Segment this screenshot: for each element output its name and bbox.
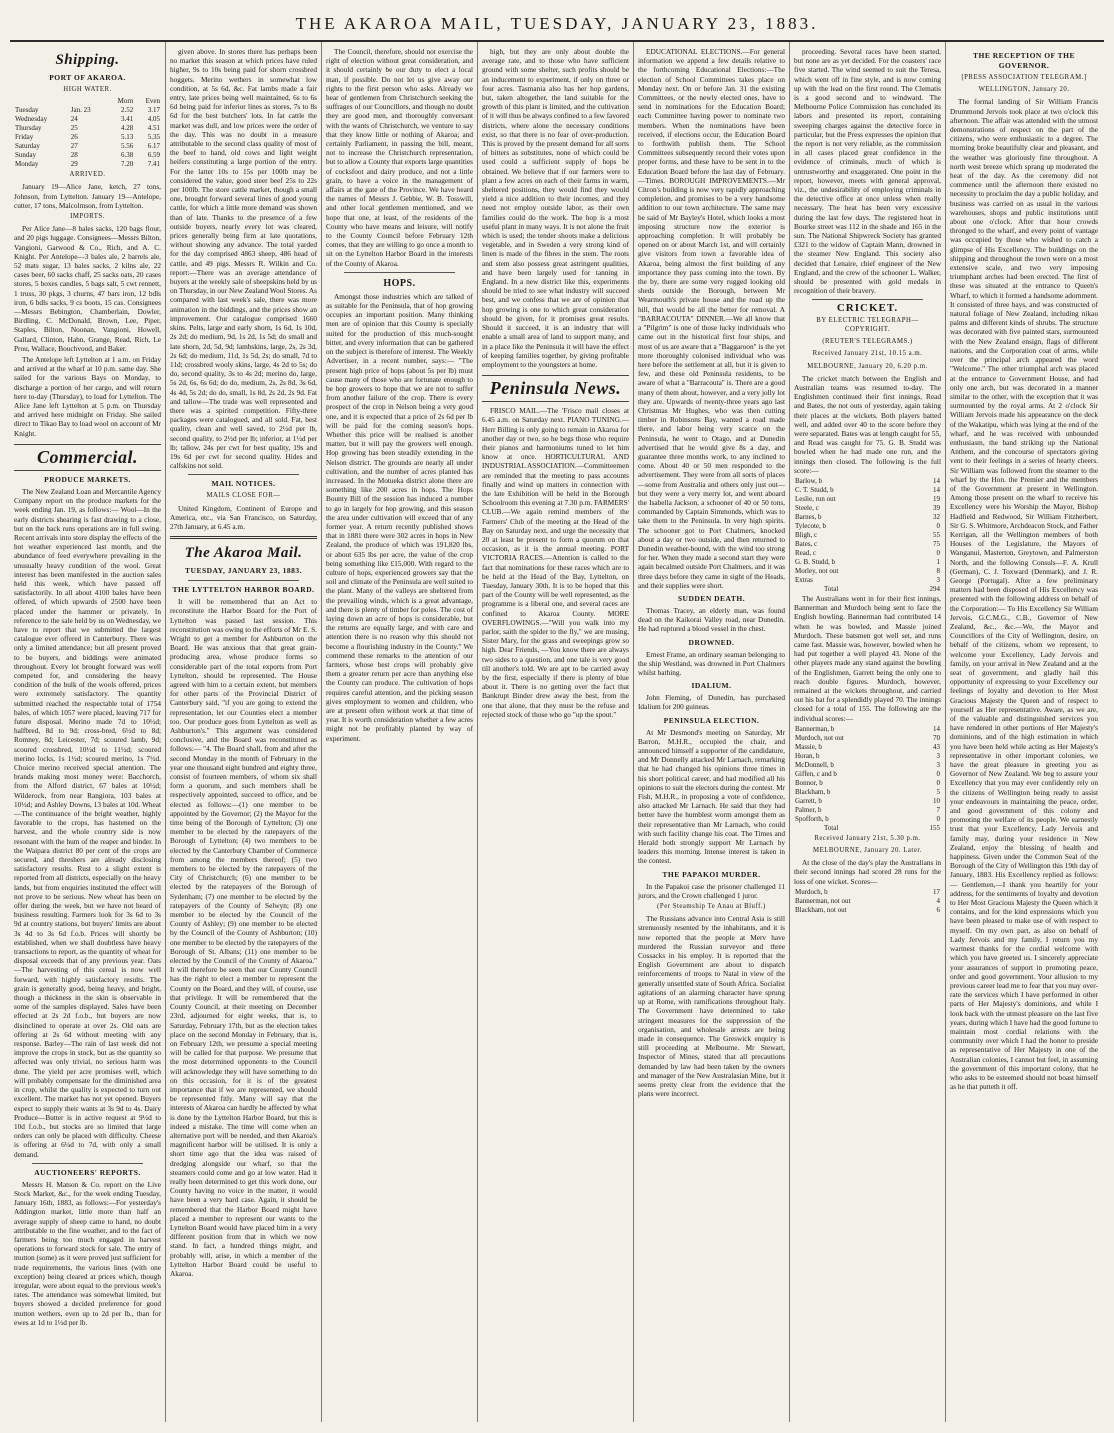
column-3-text: The Council, therefore, should not exercise the right of election without great consideration, and it should certainly be our duty to elect a local man, if possible. Do not let us give away our rights to the first person who asks. Already we hear of gentlemen from Christchurch seeking the suffrages of our Councillors, and though no doubt they are good men, and thoroughly conversant with the wants of Christchurch, we venture to say that they know little or nothing of Akaroa; and certainly Parliament, in passing the bill, meant, not to increase the Christchurch representation, but to allow a County that exports large quantities of cocksfoot and dairy produce, and not a little grain, to have a voice in the management of affairs at the gate of the Province. We have heard the names of Messrs J. Gebbie, W. B. Tosswill, and other local gentlemen mentioned, and we hope that one, at least, of the residents of the County who have means and leisure, will notify to the County Council before February 12th comes, that they are willing to go once a month to sit on the Lyttelton Harbor Board in the interests of the County of Akaroa. [326,47,473,268]
divider [812,299,923,300]
drowned-heading: DROWNED. [688,637,735,647]
reception-dateline: WELLINGTON, January 20. [978,86,1070,94]
masthead [10,6,1104,42]
score-row [794,477,941,486]
batsman: Bonnor, b [795,778,823,787]
runs: 0 [936,769,940,778]
column-6 [790,42,946,1422]
mail-subheading: MAILS CLOSE FOR— [206,492,281,500]
score-row [794,540,941,549]
score-total [794,824,941,833]
column-2 [166,42,322,1422]
tide-day: Wednesday [15,115,48,124]
divider [170,536,317,539]
runs: 39 [933,503,940,512]
score-row [794,558,941,567]
batsman: Read, c [795,548,816,557]
tide-date: 26 [70,133,78,142]
tide-row [14,142,161,151]
batsman: Blackham, b [795,787,831,796]
paper-name: The Akaroa Mail. [184,545,303,562]
score-row [794,906,941,915]
batsman: Giffen, c and b [795,769,837,778]
sudden-death-text: Thomas Tracey, an elderly man, was found dead on the Kaikorai Valley road, near Dunedin. He had ruptured a blood vessel in the chest. [638,605,785,634]
column-5-text: EDUCATIONAL ELECTIONS.—For general information we append a few details relative to the forthcoming Educational Elections:—The election of School Committees takes place on Monday next. On or before Jan. 31 the existing Committees, or the newly elected ones, have to send in nominations for the Education Board; each Committee having power to nominate two members. When the nominations have been received, if elections occur, the Education Board to forthwith publish them. The School Committees subsequently record their votes upon proper forms, and these have to be sent in to the Education Board before the last day of February.—Times. BOROUGH IMPROVEMENTS.—Mr Citron's building is now very rapidly approaching completion, and promises to be a very handsome addition to our town architecture. The same may be said of Mr Bayley's Hotel, which looks a most imposing structure now the exterior is approaching completion. It will probably be opened on or about March 1st, and will certainly give visitors from town a favorable idea of Akaroa, being almost the first building of any importance they pass coming into the town. By the by, there are some very rugged looking old sheds outside the Borough, between Mr Wearmouth's private house and the road up the hill, that would be all the better for removal. A "BARRACOUTA" DINNER.—We all know that a "Pilgrim" is one of those lucky individuals who came out in the historical first four ships, and most of us are aware that a "Baggaroon" is the yet more thoroughly colonised individual who was here before the settlement at all, but it is given to few, and these old Peninsula residents, to be aware of what a "Barracouta" is. There are a good many of them about, however, and a very jolly lot they are. Upwards of twenty-three years ago last Christmas Mr Hughes, who was then cutting timber in Robinsons Bay, wanted a road made there, and labor being very scarce on the Peninsula, he went to Otago, and at Dunedin advertised that he would give 8s a day, and guarantee three months work, to any inclined to come. About 40 or 50 men responded to the advertisement. They were from all sorts of places—some from Australia and others only just out—but they were a very merry lot, and went aboard the Isabella Jackson, a schooner of 40 or 50 tons, commanded by Captain Simmonds, which was to take them to the Peninsula. In very high spirits. The schooner got to Port Chalmers, knocked about a day or two outside, and then returned to Dunedin weather-bound, with the wind too strong for her. When they made a second start they were again becalmed outside Port Chalmers, and it was three days before they came in sight of the Heads, and their supplies were short. [638,47,785,590]
score-row [794,734,941,743]
score-row [794,779,941,788]
tide-even: 3.17 [147,106,160,115]
tide-header [14,97,161,106]
tide-even: 6.17 [147,142,160,151]
produce-text: The New Zealand Loan and Mercantile Agency Company report on the produce markets for the week ending Jan. 19, as follows:— Wool—In the early districts shearing is fast drawing to a close, but on the back runs operations are in full swing. Recent arrivals into store display the effects of the hot weather experienced last month, and the abundance of feed everywhere prevailing in the unusually heavy condition of the wool. Great interest has been manifested in the auction sales held this week, which have passed off satisfactorily. In all about 4100 bales have been offered, of which upwards of 2500 have been placed under the hammer or privately. In reference to the sale held by us on Wednesday, we have to report that we submitted the largest catalogue ever offered in Canterbury. There was only a limited attendance; but all present proved to be buyers, and biddings were animated throughout. Every lot brought forward was well competed for, and considering the heavy condition of the bulk of the wools offered, prices were extremely satisfactory. The quantity submitted reached the respectable total of 1754 bales, of which 1057 were placed, leaving 717 for future disposal. Merino made 7d to 10½d; halfbred, 8d to 9d; cross-bred, 6½d to 8d; Romney, 8d; Leicester, 7d; scoured lamb, 9d; scoured crossbred, 10½d to 11½d; scoured merino locks, 1s 1½d; scoured merino, 1s 7½d. Choice merino received special attention. The brands making most money were: Bacchorch, from the Alford district, 67 bales at 10½d; Wilderock, from near Rangiora, 103 bales at 10½d; and Ashley Downs, 13 bales at 10d. Wheat—The continuance of the bright weather, highly favorable to the crops, has hastened on the harvest, and the whole country side is now resonant with the hum of the reaper and binder. In the Waipara district 80 per cent of the crops are secured, and threshers are already disclosing satisfactory results. Rust to a slight extent is reported from all districts, especially on the heavy lands, but from enquiries instituted the effect will not prove to be serious. New wheat has been on offer during the week, but we have not heard of business resulting. Farmers look for 3s 6d to 3s 9d at country stations, but buyers' limits are about 3s 4d to 3s 6d f.o.b. Prices will shortly be established, when we shall doubtless have heavy transactions to report, as the quantity of wheat for disposal exceeds that of any previous year. Oats—The harvesting of this cereal is now well forward, with highly satisfactory results. The grain is generally good, being heavy, and bright, though a thickness in the skin is observable in some of the samples displayed. Sales have been effected at 2s 2d f.o.b., but buyers are now disinclined to operate at over 2s. Old oats are offering at 2s 6d without meeting with any response. Barley—The rain of last week did not improve the crops in stock, but as the quantity so affected was only trivial, no serious harm was done. The yield per acre promises well, which will probably compensate for the diminished area in crop, whilst the quality is expected to turn out excellent. The market has not yet opened. Buyers expect to supply their wants at 3s 9d to 4s. Dairy Produce—Butter is in active request at 9½d to 10d f.o.b., but stocks are so limited that large orders can only be placed with difficulty. Cheese is offering at 6¼d to 7d, with only a small demand. [14,486,161,1159]
port-heading: PORT OF AKAROA. [49,73,126,82]
runs: 0 [936,521,940,530]
batsman: Morley, not out [795,566,839,575]
shipping-heading: Shipping. [55,52,120,68]
cricket-text: The cricket match between the English and Australian teams was resumed to-day. The Englishmen continued their first innings, Read and Bates, the not outs of yesterday, again taking their places at the wickets. Both players batted well, and added over 40 to the score before they were separated. Bates was at length caught for 55, and Read was caught for 75. G. B. Studd was bowled when he had made one run, and the innings then closed. The following is the full score:— [794,373,941,475]
tide-date: 25 [70,124,78,133]
cricket-received-2: Received January 21st, 5.30 p.m. [814,834,921,842]
batsman: Bannerman, not out [795,896,851,905]
columns [10,42,1104,1422]
batsman: Leslie, run out [795,494,836,503]
tide-even: 6.59 [147,151,160,160]
divider [188,474,299,475]
idalium-heading: IDALIUM. [691,681,732,691]
cricket-source: (REUTER'S TELEGRAMS.) [822,338,913,346]
divider [32,1163,143,1164]
runs: 3 [936,575,940,584]
runs: 14 [933,724,940,733]
runs: 75 [933,539,940,548]
runs: 70 [933,733,940,742]
tide-morn: 4.28 [120,124,134,133]
auction-heading: AUCTIONEERS' REPORTS. [34,1167,141,1177]
masthead-title: THE AKAROA MAIL, TUESDAY, JANUARY 23, 1883. [295,14,819,33]
runs: 14 [933,476,940,485]
tide-head-cell: Morn [117,97,134,106]
runs: 14 [933,485,940,494]
tide-date: Jan. 23 [70,106,91,115]
score-row [794,761,941,770]
score-row [794,531,941,540]
hops-text: Amongst those industries which are talked of as suitable for the Peninsula, that of hop growing occupies an important position. Many thinking men are of opinion that this County is specially suited for the production of this much-sought bitter, and every information that can be gathered on the subject is therefore of interest. The Weekly Advertiser, in a recent number, says:— "The present high price of hops (about 5s per lb) must cause many of those who are fortunate enough to be hop growers to hope that we are not to suffer from another failure of the crop. There is every prospect of the crop in Nelson being a very good one, and it is expected that a price of 2s 6d per lb will be paid for the coming season's hops. Whether this price will be realised is another matter, but it will pay the growers well enough. Hop growing has been steadily extending in the Nelson district. The grounds are nearly all under cultivation, and the number of acres planted has increased. In the Motueka district alone there are something like 200 acres in hops. The Hops Bounty Bill of the session has induced a number to go in largely for hop growing, and this season the area under cultivation will exceed that of any former year. A return recently published shows that in 1881 there were 302 acres in hops in New Zealand, the produce of which was 191,820 lbs, or about 635 lbs per acre, the value of the crop being something like £15,000. With regard to the culture of hops, experienced growers say that the soil and climate of the Peninsula are well suited to the plant. Many of the valleys are sheltered from the prevailing winds, which is a great advantage, and there is plenty of timber for poles. The cost of laying down an acre of hops is considerable, but the returns are equally large, and with care and attention there is no reason why this should not become a flourishing industry in the County." We commend these remarks to the attention of our farmers, whose best crops will probably give them a greater return per acre than anything else the County can produce. The cultivation of hops requires careful attention, and the picking season gives employment to women and children, who are at present often without work at that time of year. It is worth consideration whether a few acres might not be profitably planted by way of experiment. [326,291,473,743]
tide-row [14,115,161,124]
score-row [794,752,941,761]
runs: 17 [933,887,940,896]
batsman: Bligh, c [795,530,818,539]
tide-morn: 7.20 [120,160,134,169]
batsman: Spofforth, b [795,814,829,823]
score-row [794,743,941,752]
tide-row [14,124,161,133]
batsman: Massie, b [795,742,822,751]
tide-morn: 2.52 [120,106,134,115]
arrived-text: January 19—Alice Jane, ketch, 27 tons, Johnson, from Lyttelton. January 19—Antelope, cutter, 17 tons, Malcolmson, from Lyttelton. [14,182,161,210]
tide-date: 29 [70,160,78,169]
cricket-text-2: The Australians went in for their first innings, Bannerman and Murdoch being sent to face the English bowling. Bannerman had contributed 14 when he was bowled, and Massie joined Murdoch. These batsmen got well set, and runs came fast. Massie was, however, bowled when he had put together a well played 43. None of the other players made any stand against the bowling of the Englishmen, Garrett being the only one to reach double figures. Murdoch, however, remained at the wickets throughout, and carried out his bat for a splendidly played 70. The innings closed for a total of 155. The following are the individual scores:— [794,593,941,723]
peninsula-election-heading: PENINSULA ELECTION. [663,715,760,725]
batsman: Bannerman, b [795,724,835,733]
cricket-received: Received January 21st, 10.15 a.m. [812,350,923,358]
column-6-text: proceeding. Several races have been started, but none are as yet decided. For the coasters' race five started. The wind seemed to suit the Teresa, which went off in fine style, and is now coming up with the lead on the first round. The Clematis is a good second and to windward. The Melbourne Police Commission has concluded its labors and presented its report, containing sweeping charges against the detective force in particular, but the Press expresses the opinion that the report is not very reliable, as the commission in all cases placed great confidence in the evidence of criminals, much of which is untrustworthy and exaggerated. One point in the report, however, meets with general approval, viz., the undesirability of employing criminals in the detective office at once unless when really necessary. The heat has been very excessive during the last few days. The registered heat in Bourke street was 112 in the shade and 165 in the sun. The National Shipwreck Society has granted £321 to the widow of Captain Mann, drowned in the steamer New England. This society also decided that Lenaire, chief engineer of the New England, and the crew of the schooner L. Walker, should be presented with gold medals in recognition of their bravery. [794,47,941,296]
score-row [794,513,941,522]
runs: 7 [936,805,940,814]
score-row [794,576,941,585]
batsman: Barlow, b [795,476,823,485]
runs: 19 [933,494,940,503]
tide-table [14,97,161,169]
tide-row [14,133,161,142]
tide-row [14,106,161,115]
peninsula-news-heading: Peninsula News. [482,375,629,402]
papakoi-text: In the Papakoi case the prisoner challenged 11 jurors, and the Crown challenged 1 juror. [638,881,785,900]
tide-date: 27 [70,142,78,151]
column-4 [478,42,634,1422]
tide-head-cell [14,97,70,106]
tide-morn: 5.56 [120,142,134,151]
divider [344,272,455,273]
batsman: Murdoch, b [795,887,828,896]
runs: 0 [936,778,940,787]
international-text: The Russians advance into Central Asia is still strenuously resented by the inhabitants, and it is now reported that the people at Merv have murdered the Russian surveyor and three Cossacks in his employ. It is reported that the English Government are about to dispatch reinforcements of troops to Natal in view of the generally unsettled state of South Africa. Socialist agitations of an alarming character have sprung up at Rome, with ramifications throughout Italy. The Government have determined to take stringent measures for the suppression of the organisation, and wholesale arrests are being made in consequence. The Greswick enquiry is still proceeding at Melbourne. Mr Stewart, Inspector of Mines, stated that all precautions demanded by law had been taken by the owners and manager of the New Australasian Mine, but it seems pretty clear from the evidence that the plans were incorrect. [638,914,785,1099]
tide-morn: 5.13 [120,133,134,142]
reception-heading: THE RECEPTION OF THE GOVERNOR. [973,51,1075,70]
tide-even: 4.05 [147,115,160,124]
column-7 [946,42,1102,1422]
runs: 10 [933,796,940,805]
cricket-byline: BY ELECTRIC TELEGRAPH—COPYRIGHT. [816,316,919,333]
board-text: It will be remembered that an Act to reconstitute the Harbor Board for the Port of Lyttelton was passed last session. This reconstitution was owing to the efforts of Mr E. S. Wright to get a member for Ashburton on the Board. He was anxious that that great grain-producing area, whose produce forms so considerable part of the total exports from Port Lyttelton, should be represented. The House agreed with him to a certain extent, but members for other parts of the Provincial District of Canterbury said, "if you are going to extend the representation, let our Counties elect a member too. Our produce goes from Lyttelton as well as Ashburton's." This argument was considered conclusive, and the Board was reconstituted as follows:— "4. The Board shall, from and after the second Monday in the month of February in the year one thousand eight hundred and eighty three, consist of fourteen members, of whom six shall form a quorum, and such members shall be respectively appointed, succeed to office, and be elected as follows:—(1) one member to be appointed by the Governor; (2) the Mayor for the time being of the Borough of Lyttelton; (3) one member to be elected by the ratepayers of the Borough of Lyttelton; (4) two members to be elected by the Canterbury Chamber of Commerce from among the members thereof; (5) two members to be elected by the ratepayers of the City of Christchurch; (6) one member to be elected by the ratepayers of the Borough of Sydenham; (7) one member to be elected by the ratepayers of the County of Selwyn; (8) one member to be elected by the Council of the County of Ashley; (9) one member to be elected by the Council of the County of Ashburton; (10) one member to be elected by the ratepayers of the Borough of St. Albans; (11) one member to be elected by the Council of the County of Akaroa." It will therefore be seen that our County Council has the right to elect a member to represent the County on the Board, and they will, of course, use that privilege. It will be remembered that the County Council, at their meeting on December 23rd, adjourned for eight weeks, that is, to Saturday, February 17th, but as the election takes place on the second Monday in February, that is, on February 12th, we presume a special meeting will be called for that purpose. We presume that the most determined opponents to the Council will acknowledge they will have something to do on this occasion, for it is of the greatest importance that if we are represented, we should be represented fitly. Many will say that the interests of Akaroa can hardly be affected by what is done by the Lyttelton Harbor Board, but this is indeed a mistake. The time will come when an alternative port will be needed, and then Akaroa's magnificent harbor will be utilised. It is only a short time ago that the idea was raised of dredging alongside our wharf, so that the steamers could come and go at low water. Had it really been determined to get this work done, our County having no voice in the matter, it would have been a very hard case. Again, it should be remembered that the Harbor Board might have placed a member to represent our wants to the Lyttelton Board would have placed him in a very different position from that in which we now stand. In fact, a hundred things might, and probably will, arise, in which a member of the Lyttelton Harbor Board could be useful to Akaroa. [170,597,317,1278]
hops-heading: HOPS. [383,277,416,289]
mail-text: United Kingdom, Continent of Europe and America, etc., via San Francisco, on Saturday, 27th January, at 6.45 a.m. [170,503,317,531]
total-label: Total [824,584,839,593]
cricket-heading: CRICKET. [836,302,899,315]
divider [188,580,299,581]
runs: 0 [936,814,940,823]
score-row [794,495,941,504]
reception-source: [PRESS ASSOCIATION TELEGRAM.] [961,74,1087,81]
batsman: Tylecote, b [795,521,826,530]
score-total [794,585,941,594]
sudden-death-heading: SUDDEN DEATH. [677,593,746,603]
tide-even: 7.41 [147,160,160,169]
peninsula-news-text: FRISCO MAIL.—The 'Frisco mail closes at 6.45 a.m. on Saturday next. PIANO TUNING.—Herr Billing is only going to remain in Akaroa for another day or two, so he begs those who require their pianos and harmoniums tuned to let him know at once. HORTICULTURAL AND INDUSTRIAL ASSOCIATION.—Committeemen are reminded that the meeting to pass accounts finally and wind up matters in connection with the late Exhibition will be held in the Borough Schoolroom this evening at 7.30 p.m. FARMERS' CLUB.—We again remind members of the Farmers' Club of the meeting at the Head of the Bay on Saturday next, and urge the necessity that 20 at least be present to form a quorum on that occasion, as it is the annual meeting. PORT VICTORIA RACES.—Attention is called to the fact that nominations for these races which are to be held at the Head of the Bay, Lyttelton, on Tuesday, January 30th. It is to be hoped that this part of the County will be well represented, as the programme is a liberal one, and several races are confined to Akaroa County. MORE OVERFLOWINGS.—"Will you walk into my parlor, saith the spider to the fly," we are musing, Sister Mary, for the grass and sweepings grow so high. Dear Friends, —You know there are always two sides to a question, and one tale is very good till another's told. We are apt to be carried away by the first, especially if there is plenty of blue about it. There is no getting over the fact that Bankrupt Binder drew away the best, from the one that alone, that they must be the refuse and rejected stock of those who go "up the spout." [482,406,629,719]
issue-date: TUESDAY, JANUARY 23, 1883. [185,566,302,576]
batsman: Garrett, b [795,796,822,805]
tide-date: 24 [70,115,78,124]
commercial-heading: Commercial. [14,444,161,471]
score-table-australia [794,725,941,833]
batsman: McDonnell, b [795,760,834,769]
score-row [794,888,941,897]
batsman: Extras [795,575,813,584]
tide-row [14,151,161,160]
cricket-dateline-2: MELBOURNE, January 20. Later. [813,846,922,854]
score-row [794,770,941,779]
column-4-text: high, but they are only about double the average rate, and to those who have sufficient ground with some shelter, such profits should be an inducement to experiment, if only on three or four acres. Tasmania also has her hop gardens, but, taken altogether, the land suitable for the growth of this plant is limited, and the cultivation of it will thus be always confined to a few favored districts, where alone the necessary conditions exist, so that there is no fear of over-production. This is proved by the present demand for all sorts of bitters as substitutes, none of which could be used could a sufficient supply of hops be obtained. We believe that if our farmers were to plant a few acres on each of their farms in warm, sheltered positions, they would find they would yield a nice addition to their incomes, and they need not employ outside labor, as their own families could do the work. The hop is a most useful plant in many ways. It is not alone the fruit which is used; the tender shoots make a delicious vegetable, and in Sweden a very strong kind of linen is made of the fibres in the stem. The roots and stem also possess great astringent qualities, and have been largely used for tanning in England. In a new district like this, experiments should be tried to see what industry will succeed best, and we confess that we are of opinion that hop growing is one to which great consideration should be given, for it promises great results. Should it succeed, it is an industry that will enable a small area of land to support many, and in a place like the Peninsula it will have the effect of keeping families together, by giving profitable employment to the youngsters at home. [482,47,629,369]
score-row [794,522,941,531]
total-runs: 155 [929,823,940,832]
reception-text: The formal landing of Sir William Francis Drummond Jervois took place at two o'clock this afternoon. The affair was attended with the utmost demonstrations of respect on the part of the citizens, who were enthusiastic to a degree. The morning broke beautifully clear and pleasant, and the weather was gloriously fine throughout. A north west breeze which sprang up moderated the heat of the day. As the ceremony did not commence until the afternoon there existed no necessity to proclaim the day a public holiday, and business was carried on as usual in the various warehouses, shops and public institutions until about one o'clock. After that hour crowds thronged to the wharf, and every point of vantage was occupied by those who wished to catch a glimpse of His Excellency. The buildings on the shipping and throughout the town were on a most extensive scale, and two very imposing triumphant arches had been erected. The first of these was situated at the entrance to Queen's Wharf, to which it formed a handsome adornment. It consisted of three bays, and was constructed of natural foliage of New Zealand, including nikau palms and different kinds of shrubs. The structure was decorated with five painted stars, surmounted with the New Zealand ensign, flags of different nations, and the Corporation coat of arms, while over the principal arch appeared the word "Welcome." The other triumphal arch was placed at the entrance to Government House, and had only one arch, but was decorated in a manner similar to the other, with the exception that it was surmounted by the royal arms. At 2 o'clock Sir William Jervois made his appearance on the deck of the Wakatipu, which was lying at the end of the wharf, and he was received with unbounded enthusiasm, the band striking up the National Anthem, and the concourse of spectators giving vent to their feelings in a series of hearty cheers. Sir William was followed from the steamer to the wharf by the Hon. the Premier and the members of the Government at present in Wellington. Among those present on the wharf to receive his Excellency were his Worship the Mayor, Bishop Hadfield and Redwood, Sir William Fitzherbert, Sir G. S. Whitmore, Archdeacon Stock, and Father Kerrigan, all the Wellington members of both Houses of the Legislature, the Mayors of Wanganui, Masterton, Greytown, and Palmerston North, and the following Consuls—F. A. Krull (German), C. J. Toxward (Denmark), and J. R. George (Portugal). After a few preliminary matters had been disposed of His Excellency was presented with the following address on behalf of the Corporation:— To His Excellency Sir William Jervois, G.C.M.G., C.B., Governor of New Zealand, &c., &c.—We, the Mayor and Councillors of the City of Wellington, desire, on behalf of the citizens, whom we represent, to welcome your Excellency, Lady Jervois and family, on your arrival in New Zealand and at the seat of government, and gladly hail this opportunity of expressing to your Excellency our feelings of loyalty and devotion to Her Most Gracious Majesty the Queen and of respect to yourself as Her representative. Aware, as we are, of the valuable and distinguished services you have rendered in other portions of Her Majesty's dominions, and of the high estimation in which you have been held while acting as Her Majesty's representative in other important colonies, we have the great pleasure in greeting you as Governor of New Zealand. We beg to assure your Excellency that you may ever confidently rely on the citizens of Wellington being ready to assist your endeavours in maintaining the peace, order, and good government of this colony and promoting the welfare of its people. We earnestly trust that your Excellency, Lady Jervois and family may, during your residence in New Zealand, enjoy the blessing of health and happiness. Given under the Common Seal of the Borough of the City of Wellington this 19th day of January, 1883. His Excellency replied as follows:— Gentlemen,—I thank you heartily for your address, for the sentiments of loyalty and devotion to Her Most Gracious Majesty the Queen which it contains, and for the kind expressions which you have been pleased to make use of with respect to myself. On my own part, as also on behalf of Lady Jervois and my family, I return you my warmest thanks for the cordial welcome with which you have greeted us. I sincerely appreciate your assurances of support in promoting peace, order and good government. Your allusion to my previous career lead me to fear that you may over-rate the services which I have performed in other parts of Her Majesty's dominions, and while I look back with the utmost pleasure on the last five years, during which I have had the good fortune to maintain most cordial relations with the community over which I had the honor to preside as representative of Her Majesty in one of the Australian colonies, I cannot but feel, in assuming the government of this important colony, that he who asks to be esteemed should not boast himself as he that putteth it off. [950,97,1099,1092]
tide-even: 5.35 [147,133,160,142]
score-row [794,504,941,513]
score-row [794,897,941,906]
column-1 [10,42,166,1422]
batsman: C. T. Studd, b [795,485,834,494]
score-row [794,815,941,824]
score-row [794,806,941,815]
idalium-text: John Fleming, of Dunedin, has purchased Idalium for 200 guineas. [638,693,785,712]
auction-text: Messrs H. Matson & Co. report on the Live Stock Market, &c., for the week ending Tuesday, January 16th, 1883, as follows:—For yesterday's Addington market, little more than half an average supply of sheep came to hand, no doubt attributable to the fine weather, and to the fact of farmers being too much engaged in harvest operations to forward stock for sale. The entry of mutton (some) as it were proved just sufficient for trade requirements, the various lines (with one exception) being cleared at prices which, though irregular, were about equal to the previous week's rates. The attendance was somewhat limited, but buyers showed a decided preference for good mutton wethers, even up to 2d per lb., than for ewes at 1d to 1½d per lb. [14,1179,161,1327]
column-2-text: given above. In stores there has perhaps been no market this season at which prices have ruled higher, 9s to 10s being paid for shorn crossbred hoggets. Merino wethers in somewhat low condition, at 5s 6d, &c. Fat lambs made a fair entry, late prices being well maintained, 6s to 6s 6d being paid for inferior lines as stores, 7s to 8s 6d for the best butchers' lots. In fat cattle the market was dull, and low prices were the order of the day. This was no doubt in a measure attributable to the second class quality of most of the beef to hand, old cows and light weight heifers constituting a large portion of the entry. For the latter 10s to 15s per 100lb may be considered the value, good steer beef 25s to 22s per 100lb. The store cattle market, though a small one, brought forward several lines of good young cattle, for which a little more demand was shown than of late. Thanks to the presence of a few outside buyers, nearly every lot was cleared, prices generally being firm at late quotations, without showing any advance. The total yarded for the day comprised 4863 sheep, 486 head of cattle, and 49 pigs. Messrs R. Wilkin and Co. report:—There was an average attendance of buyers at the weekly sale of sheepskins held by us on Thursday, in our New Zealand Wool Stores. As compared with last week's sale, there was more animation in the biddings, and the prices show an improvement. Our catalogue comprised 1660 skins. Pelts, large and early shorn, 1s 6d, 1s 10d, 2s 2d; do medium, 9d, 1s 2d, 1s 5d; do small and late shorn, 2d, 5d, 9d; lambskins, large, 2s, 2s 3d, 2s 6d; do medium, 11d, 1s 5d, 2s; do small, 7d to 11d; crossbred wooly skins, large, 4s 2d to 5s; do do, second quality, 3s to 4s 2d; merino do, large, 5s 2d, 6s, 6s 6d; do do, medium, 2s, 2s 8d, 3s 6d, 4s 4d, 5s 2d; do do, small, 1s 8d, 2s 2d, 2s 9d. Fat and tallow—The trade was well represented and there was a spirited competition. Fifty-three packages were catalogued, and all sold. Fat, best quality, clean and well saved, to 2½d per lb, second quality, to 2½d per lb; inferior, at 1½d per lb; tallow, 24s per cwt for best quality, 19s and 19s 6d per cwt for second quality. Hides and calfskins not sold. [170,47,317,471]
batsman: Palmer, b [795,805,822,814]
batsman: Barnes, b [795,512,822,521]
batsman: Murdoch, not out [795,733,844,742]
runs: 55 [933,530,940,539]
batsman: Bates, c [795,539,818,548]
score-row [794,567,941,576]
total-label: Total [824,823,839,832]
tide-date: 28 [70,151,78,160]
tide-day: Saturday [15,142,40,151]
tide-day: Friday [15,133,34,142]
imports-heading: IMPORTS. [70,213,105,221]
tide-row [14,160,161,169]
peninsula-election-text: At Mr Desmond's meeting on Saturday, Mr Barron, M.H.R., occupied the chair, and announced himself a supporter of the candidature, and Mr Donnelly attacked Mr Larnach, remarking that he had changed his opinions three times in his short political career, and had modified all his opinions to suit the electors during the contest. Mr Fish, M.H.R., in proposing a vote of confidence, also attacked Mr Larnach. He said that they had better have the humblest worm amongst them as their representative than Mr Larnach, who could with such facility change his coat. The Times and Herald both strongly support Mr Larnach by leaders this morning. Intense interest is taken in the contest. [638,727,785,866]
score-row [794,788,941,797]
runs: 8 [936,566,940,575]
tide-even: 4.51 [147,124,160,133]
board-heading: THE LYTTELTON HARBOR BOARD. [172,585,315,595]
high-water-heading: HIGH WATER. [63,86,112,93]
tide-morn: 6.38 [120,151,134,160]
imports-text: Per Alice Jane—8 bales sacks, 120 bags flour, and 20 pigs luggage. Consignees—Messrs Bilton, Vangioni, Garwood & Co., Rich, and A. C. Knight. Per Antelope—3 bales ale, 2 barrels ale, 52 mats sugar, 13 bales sacks, 2 kilns ale, 22 cases beer, 60 sacks chaff, 25 sacks oats, 20 cases stores, 5 boxes candles, 5 bags salt, 5 cwt rennett, 1 truss, 30 pkgs, 3 churns, 47 bars iron, 12 bdls iron, 6 bdls sacks, 9 cs boots, 15 cas. Consignees—Messrs Bebington, Chamberlain, Dowler, Birdling, C. McDonald, Brown, Lee, Piper, Staples, Bilton, Noonan, Vangioni, Howell, Gallard, Clinton, Hahn, Grange, Read, Rich, Le Prou, Wallace, Bouchvood, and Baker. [14,224,161,353]
tide-day: Sunday [15,151,36,160]
score-table-england [794,477,941,594]
produce-heading: PRODUCE MARKETS. [44,474,131,484]
runs: 5 [936,787,940,796]
arrived-heading: ARRIVED. [69,171,106,179]
drowned-text: Ernest Frame, an ordinary seaman belonging to the ship Westland, was drowned in Port Chalmers whilst bathing. [638,649,785,677]
total-runs: 294 [929,584,940,593]
ship-news-text: The Antelope left Lyttelton at 1 a.m. on Friday and arrived at the wharf at 10 p.m. same day. She sailed for the various Bays on Monday, to discharge a portion of her cargo, and will return here to-day (Thursday), to load for Lyttelton. The Alice Jane left Lyttelton at 5 p.m. on Thursday and arrived here midnight on Friday. She sailed direct to Tikao Bay to load wool on account of Mr Knight. [14,355,161,438]
score-row [794,797,941,806]
score-row [794,549,941,558]
batsman: G. B. Studd, b [795,557,836,566]
score-row [794,725,941,734]
runs: 3 [936,760,940,769]
score-row [794,486,941,495]
runs: 3 [936,751,940,760]
column-3 [322,42,478,1422]
tide-head-cell: Even [145,97,160,106]
runs: 32 [933,512,940,521]
runs: 4 [936,896,940,905]
mail-heading: MAIL NOTICES. [211,479,276,489]
runs: 0 [936,548,940,557]
batsman: Steele, c [795,503,819,512]
cricket-dateline: MELBOURNE, January 20, 6.20 p.m. [807,362,928,370]
tide-head-cell [70,97,106,106]
tide-day: Monday [15,160,39,169]
tide-day: Thursday [15,124,42,133]
runs: 6 [936,905,940,914]
column-5 [634,42,790,1422]
batsman: Blackham, not out [795,905,847,914]
tide-morn: 3.41 [120,115,134,124]
batsman: Horan, b [795,751,820,760]
papakoi-source: (Per Steamship Te Anau at Bluff.) [657,903,766,911]
score-table-second [794,888,941,915]
papakoi-heading: THE PAPAKOI MURDER. [662,869,761,879]
runs: 1 [936,557,940,566]
runs: 43 [933,742,940,751]
tide-day: Tuesday [15,106,39,115]
cricket-text-3: At the close of the day's play the Australians in their second innings had scored 28 runs for the loss of one wicket. Scores— [794,858,941,886]
